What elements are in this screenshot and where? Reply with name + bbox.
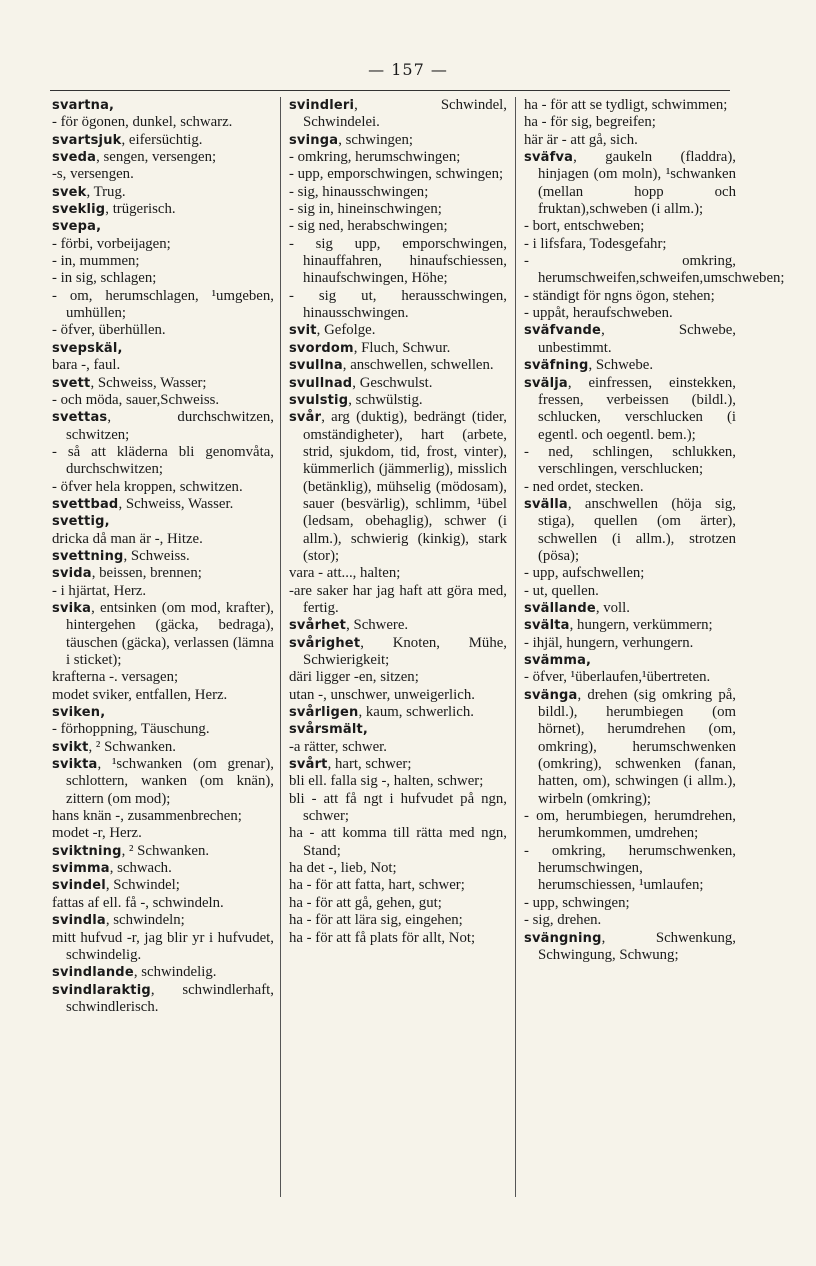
entry-definition: - öfver, überhüllen. <box>52 322 166 339</box>
dictionary-entry <box>52 687 274 704</box>
entry-definition: , entsinken (om mod, krafter), hintergehen (gäcka, bedraga), täuschen (gäcka), verlassen (lämna i sticket); <box>66 599 274 668</box>
entry-definition: ha - att komma till rätta med ngn, Stand; <box>288 825 507 859</box>
dictionary-entry <box>52 288 274 323</box>
entry-headword: svindlaraktig <box>52 982 151 998</box>
entry-headword: sväfva <box>524 150 574 166</box>
entry-definition: , schwach. <box>109 860 172 877</box>
entry-headword: svika <box>52 600 92 616</box>
dictionary-entry <box>52 669 274 686</box>
entry-definition: , Schwenkung, Schwingung, Schwung; <box>538 929 736 963</box>
entry-definition: bli - att få ngt i hufvudet på ngn, schwer; <box>288 790 507 825</box>
entry-definition: , trügerisch. <box>105 201 176 218</box>
entry-definition: , anschwellen, schwellen. <box>342 357 494 374</box>
dictionary-entry <box>289 184 507 201</box>
dictionary-entry <box>524 253 785 288</box>
entry-definition: , Schwebe. <box>588 357 654 374</box>
entry-headword: svikt <box>52 739 89 755</box>
entry-headword: svit <box>288 323 317 339</box>
entry-headword: svängning <box>524 930 602 946</box>
dictionary-entry <box>52 375 274 392</box>
entry-definition: - sig ut, herausschwingen, hinausschwingen. <box>288 287 507 322</box>
dictionary-entry <box>289 288 507 323</box>
dictionary-entry <box>524 652 736 669</box>
entry-definition: , arg (duktig), bedrängt (tider, omständigheter), hart (arbete, strid, sjukdom, tid, frost, vinter), kümmerlich (jämmerlig), misslich (betänklig), mühselig (mödosam), sauer (besvärlig), schlimm, ¹übel (ledsam, obehaglig), schwer (i allm.), schwierig (kinkig), stark (stor); <box>302 409 507 564</box>
entry-headword: svek <box>52 184 87 200</box>
dictionary-entry <box>52 357 274 374</box>
entry-definition: mitt hufvud -r, jag blir yr i hufvudet, schwindelig. <box>52 929 274 963</box>
dictionary-entry <box>289 756 507 773</box>
entry-definition: - sig upp, emporschwingen, hinauffahren, hinaufschiessen, hinaufschwingen, Höhe; <box>288 235 507 287</box>
entry-definition: ha - för sig, begreifen; <box>524 114 656 131</box>
entry-definition: , Schwindel, Schwindelei. <box>302 97 507 131</box>
dictionary-entry <box>289 617 507 634</box>
entry-definition: , hungern, verkümmern; <box>569 617 713 634</box>
dictionary-entry <box>524 114 736 131</box>
entry-headword: svettig, <box>52 514 110 530</box>
entry-definition: ha - för att lära sig, eingehen; <box>288 912 463 929</box>
entry-definition: - in, mummen; <box>52 253 140 270</box>
column-3 <box>516 97 785 1197</box>
dictionary-entry <box>524 479 736 496</box>
dictionary-entry <box>524 305 736 322</box>
dictionary-entry <box>524 930 736 965</box>
entry-headword: svindla <box>52 913 106 929</box>
entry-headword: svårsmält, <box>288 722 369 738</box>
entry-definition: , durchschwitzen, schwitzen; <box>66 409 274 443</box>
entry-definition: -are saker har jag haft att göra med, fertig. <box>288 582 507 616</box>
dictionary-entry <box>52 149 274 166</box>
dictionary-entry <box>52 132 274 149</box>
dictionary-entry <box>52 322 274 339</box>
entry-headword: sveda <box>52 150 97 166</box>
entry-headword: sväfning <box>524 358 589 374</box>
entry-definition: - ned, schlingen, schlukken, verschlingen, verschlucken; <box>524 443 736 478</box>
entry-headword: svettas <box>52 410 108 426</box>
dictionary-entry <box>524 687 736 808</box>
entry-headword: svår <box>288 410 322 426</box>
entry-definition: , schwindelig. <box>133 964 217 981</box>
dictionary-entry <box>289 357 507 374</box>
entry-definition: , ² Schwanken. <box>121 842 210 859</box>
dictionary-entry <box>289 201 507 218</box>
dictionary-entry <box>52 877 274 894</box>
dictionary-entry <box>524 357 736 374</box>
entry-definition: , Schwebe, unbestimmt. <box>538 322 736 356</box>
dictionary-entry <box>524 288 736 305</box>
entry-definition: - sig, drehen. <box>524 912 602 929</box>
entry-definition: , kaum, schwerlich. <box>358 704 474 721</box>
entry-definition: , einfressen, einstekken, fressen, verbeissen (bildl.), schlucken, verschlucken (i egentl. och oegentl. bem.); <box>538 374 736 443</box>
entry-headword: svällande <box>524 600 596 616</box>
dictionary-entry <box>52 843 274 860</box>
dictionary-entry <box>289 375 507 392</box>
entry-definition: ha det -, lieb, Not; <box>288 860 397 877</box>
dictionary-entry <box>289 721 507 738</box>
dictionary-entry <box>524 149 736 218</box>
dictionary-entry <box>52 808 274 825</box>
entry-headword: sviken, <box>52 705 106 721</box>
entry-headword: svepskäl, <box>52 340 123 356</box>
dictionary-entry <box>52 444 274 479</box>
entry-definition: -a rätter, schwer. <box>288 738 387 755</box>
dictionary-entry <box>524 600 736 617</box>
dictionary-entry <box>52 982 274 1017</box>
dictionary-entry <box>524 617 736 634</box>
entry-definition: , sengen, versengen; <box>96 149 217 166</box>
dictionary-entry <box>524 583 736 600</box>
dictionary-entry <box>52 114 274 131</box>
dictionary-entry <box>289 97 507 132</box>
entry-headword: svullna <box>288 358 343 374</box>
entry-definition: , Schweiss, Wasser. <box>118 495 234 512</box>
dictionary-entry <box>52 479 274 496</box>
entry-headword: svettbad <box>52 496 119 512</box>
dictionary-entry <box>289 704 507 721</box>
entry-definition: utan -, unschwer, unweigerlich. <box>288 686 475 703</box>
dictionary-entry <box>52 565 274 582</box>
dictionary-entry <box>52 409 274 444</box>
entry-definition: fattas af ell. få -, schwindeln. <box>52 894 224 911</box>
entry-definition: , ² Schwanken. <box>88 738 176 755</box>
entry-definition: - ut, quellen. <box>524 582 599 599</box>
dictionary-entry <box>524 565 736 582</box>
dictionary-entry <box>289 669 507 686</box>
entry-definition: - och möda, sauer,Schweiss. <box>52 391 220 408</box>
entry-headword: svälta <box>524 618 570 634</box>
dictionary-entry <box>52 739 274 756</box>
entry-definition: - ned ordet, stecken. <box>524 478 644 495</box>
dictionary-entry <box>289 877 507 894</box>
dictionary-entry <box>289 825 507 860</box>
dictionary-entry <box>52 704 274 721</box>
dictionary-entry <box>52 184 274 201</box>
entry-headword: svänga <box>524 687 578 703</box>
entry-definition: - så att kläderna bli genomvåta, durchschwitzen; <box>52 443 274 478</box>
entry-definition: - upp, emporschwingen, schwingen; <box>288 166 504 183</box>
entry-definition: ha - för att fatta, hart, schwer; <box>288 877 465 894</box>
entry-definition: - öfver hela kroppen, schwitzen. <box>52 478 243 495</box>
entry-definition: , schwindlerhaft, schwindlerisch. <box>66 981 274 1015</box>
entry-definition: här är - att gå, sich. <box>524 131 638 148</box>
entry-headword: svårighet <box>288 635 361 651</box>
entry-definition: - sig ned, herabschwingen; <box>288 218 448 235</box>
entry-definition: - i lifsfara, Todesgefahr; <box>524 235 667 252</box>
entry-definition: , Gefolge. <box>316 322 376 339</box>
entry-definition: - förhoppning, Täuschung. <box>52 721 210 738</box>
entry-definition: , Schwere. <box>346 617 409 634</box>
entry-definition: , drehen (sig omkring på, bildl.), herumbiegen (om hörnet), herumdrehen (om, omkring), herumschwenken (omkring), schwenken (fanan, hatten, om), schwingen (i allm.), wirbeln (omkring); <box>538 686 736 807</box>
entry-definition: - sig in, hineinschwingen; <box>288 201 442 218</box>
dictionary-entry <box>52 583 274 600</box>
entry-definition: - om, herumschlagen, ¹umgeben, umhüllen; <box>52 287 274 322</box>
entry-headword: sveklig <box>52 202 106 218</box>
entry-headword: svida <box>52 566 92 582</box>
entry-definition: , Schwindel; <box>105 877 180 894</box>
entry-definition: - i hjärtat, Herz. <box>52 582 147 599</box>
dictionary-entry <box>52 825 274 842</box>
entry-definition: ha - för att få plats för allt, Not; <box>288 929 476 946</box>
entry-headword: sviktning <box>52 843 122 859</box>
dictionary-entry <box>289 236 507 288</box>
dictionary-entry <box>289 166 507 183</box>
entry-definition: , Trug. <box>86 183 126 200</box>
entry-definition: - omkring, herumschwingen; <box>288 149 461 166</box>
dictionary-entry <box>52 513 274 530</box>
entry-definition: , schwingen; <box>338 131 413 148</box>
dictionary-entry <box>289 149 507 166</box>
dictionary-entry <box>52 392 274 409</box>
entry-definition: , Schweiss. <box>123 547 190 564</box>
entry-definition: - öfver, ¹überlaufen,¹übertreten. <box>524 669 711 686</box>
entry-definition: - upp, aufschwellen; <box>524 565 645 582</box>
entry-headword: svindlande <box>52 965 134 981</box>
dictionary-entry <box>524 496 736 565</box>
dictionary-entry <box>52 340 274 357</box>
entry-headword: svettning <box>52 548 124 564</box>
dictionary-entry <box>524 912 736 929</box>
dictionary-entry <box>52 236 274 253</box>
dictionary-entry <box>289 565 507 582</box>
entry-headword: svimma <box>52 861 110 877</box>
dictionary-entry <box>289 635 507 670</box>
dictionary-entry <box>524 97 736 114</box>
column-1 <box>52 97 280 1197</box>
entry-headword: svikta <box>52 757 98 773</box>
dictionary-entry <box>289 739 507 756</box>
entry-definition: , anschwellen (höja sig, stiga), quellen (om ärter), schwellen (i allm.), strotzen (pösa); <box>538 495 736 564</box>
dictionary-entry <box>52 270 274 287</box>
entry-definition: , ¹schwanken (om grenar), schlottern, wanken (om knän), zittern (om mod); <box>66 756 274 807</box>
entry-definition: - bort, entschweben; <box>524 218 645 235</box>
entry-definition: bara -, faul. <box>52 357 121 374</box>
dictionary-entry <box>524 322 736 357</box>
dictionary-entry <box>289 912 507 929</box>
entry-definition: , schwülstig. <box>348 391 423 408</box>
dictionary-entry <box>52 97 274 114</box>
dictionary-entry <box>289 791 507 826</box>
entry-headword: svulstig <box>288 392 349 408</box>
entry-headword: svindleri <box>288 98 355 113</box>
entry-definition: - sig, hinausschwingen; <box>288 183 429 200</box>
entry-definition: - omkring, herumschwenken, herumschwingen, herumschiessen, ¹umlaufen; <box>524 842 736 894</box>
dictionary-entry <box>289 218 507 235</box>
dictionary-entry <box>289 340 507 357</box>
dictionary-entry <box>289 930 507 947</box>
dictionary-entry <box>524 843 736 895</box>
dictionary-entry <box>52 496 274 513</box>
header-rule <box>50 90 730 91</box>
dictionary-entry <box>52 166 274 183</box>
entry-headword: svartsjuk <box>52 132 122 148</box>
entry-definition: , voll. <box>595 599 630 616</box>
entry-definition: ha - för att gå, gehen, gut; <box>288 894 442 911</box>
dictionary-entry <box>524 444 736 479</box>
entry-headword: svepa, <box>52 219 102 235</box>
entry-definition: modet sviker, entfallen, Herz. <box>52 686 228 703</box>
entry-headword: svindel <box>52 878 106 894</box>
dictionary-entry <box>524 895 736 912</box>
dictionary-entry <box>52 531 274 548</box>
dictionary-entry <box>289 583 507 618</box>
dictionary-entry <box>524 635 736 652</box>
entry-definition: hans knän -, zusammenbrechen; <box>52 808 242 825</box>
entry-definition: - omkring, herumschweifen,schweifen,umschweben; <box>524 253 785 287</box>
entry-headword: svartna, <box>52 98 115 113</box>
entry-definition: - ihjäl, hungern, verhungern. <box>524 634 694 651</box>
entry-definition: , schwindeln; <box>105 912 185 929</box>
entry-definition: krafterna -. versagen; <box>52 669 179 686</box>
entry-headword: svullnad <box>288 375 353 391</box>
entry-definition: - för ögonen, dunkel, schwarz. <box>52 114 233 131</box>
dictionary-entry <box>289 322 507 339</box>
entry-definition: -s, versengen. <box>52 166 134 183</box>
dictionary-entry <box>52 912 274 929</box>
column-2 <box>280 97 516 1197</box>
dictionary-entry <box>52 218 274 235</box>
dictionary-entry <box>52 253 274 270</box>
dictionary-entry <box>524 808 736 843</box>
entry-definition: - upp, schwingen; <box>524 894 630 911</box>
dictionary-entry <box>524 669 736 686</box>
entry-headword: svårligen <box>288 705 359 721</box>
entry-definition: - om, herumbiegen, herumdrehen, herumkommen, umdrehen; <box>524 808 736 842</box>
entry-definition: , beissen, brennen; <box>91 565 202 582</box>
entry-definition: , hart, schwer; <box>327 756 412 773</box>
dictionary-entry <box>289 895 507 912</box>
entry-headword: svälla <box>524 496 568 512</box>
dictionary-entry <box>524 218 736 235</box>
dictionary-entry <box>52 548 274 565</box>
entry-definition: , Schweiss, Wasser; <box>90 374 207 391</box>
dictionary-entry <box>524 132 736 149</box>
dictionary-entry <box>289 392 507 409</box>
entry-headword: svårhet <box>288 618 347 634</box>
entry-headword: svälja <box>524 375 568 391</box>
entry-definition: , Fluch, Schwur. <box>353 339 451 356</box>
entry-headword: svinga <box>288 132 339 148</box>
entry-headword: svordom <box>288 340 354 356</box>
entry-definition: vara - att..., halten; <box>288 565 401 582</box>
dictionary-entry <box>289 860 507 877</box>
entry-definition: , Knoten, Mühe, Schwierigkeit; <box>302 634 507 668</box>
entry-definition: bli ell. falla sig -, halten, schwer; <box>288 773 484 790</box>
entry-definition: , eifersüchtig. <box>121 131 203 148</box>
dictionary-entry <box>52 756 274 808</box>
dictionary-entry <box>289 773 507 790</box>
page-number: — 157 — <box>368 60 448 79</box>
entry-definition: däri ligger -en, sitzen; <box>288 669 419 686</box>
entry-definition: - ständigt för ngns ögon, stehen; <box>524 287 715 304</box>
entry-definition: , gaukeln (fladdra), hinjagen (om moln), ¹schwanken (mellan hopp och fruktan),schweben (i allm.); <box>538 149 736 218</box>
entry-headword: svårt <box>288 757 328 773</box>
dictionary-entry <box>52 721 274 738</box>
entry-definition: modet -r, Herz. <box>52 825 142 842</box>
entry-headword: sväfvande <box>524 323 602 339</box>
dictionary-entry <box>52 964 274 981</box>
dictionary-entry <box>289 132 507 149</box>
dictionary-entry <box>52 930 274 965</box>
dictionary-entry <box>52 860 274 877</box>
entry-definition: , Geschwulst. <box>352 374 433 391</box>
dictionary-entry <box>289 409 507 565</box>
dictionary-entry <box>52 201 274 218</box>
dictionary-entry <box>289 687 507 704</box>
dictionary-entry <box>52 600 274 669</box>
dictionary-entry <box>524 236 736 253</box>
entry-headword: svett <box>52 375 91 391</box>
entry-definition: - förbi, vorbeijagen; <box>52 235 171 252</box>
entry-definition: dricka då man är -, Hitze. <box>52 530 203 547</box>
entry-definition: - in sig, schlagen; <box>52 270 157 287</box>
entry-definition: ha - för att se tydligt, schwimmen; <box>524 97 728 113</box>
dictionary-entry <box>524 375 736 444</box>
dictionary-entry <box>52 895 274 912</box>
dictionary-columns <box>52 97 785 1197</box>
entry-headword: svämma, <box>524 653 592 668</box>
entry-definition: - uppåt, heraufschweben. <box>524 305 673 322</box>
